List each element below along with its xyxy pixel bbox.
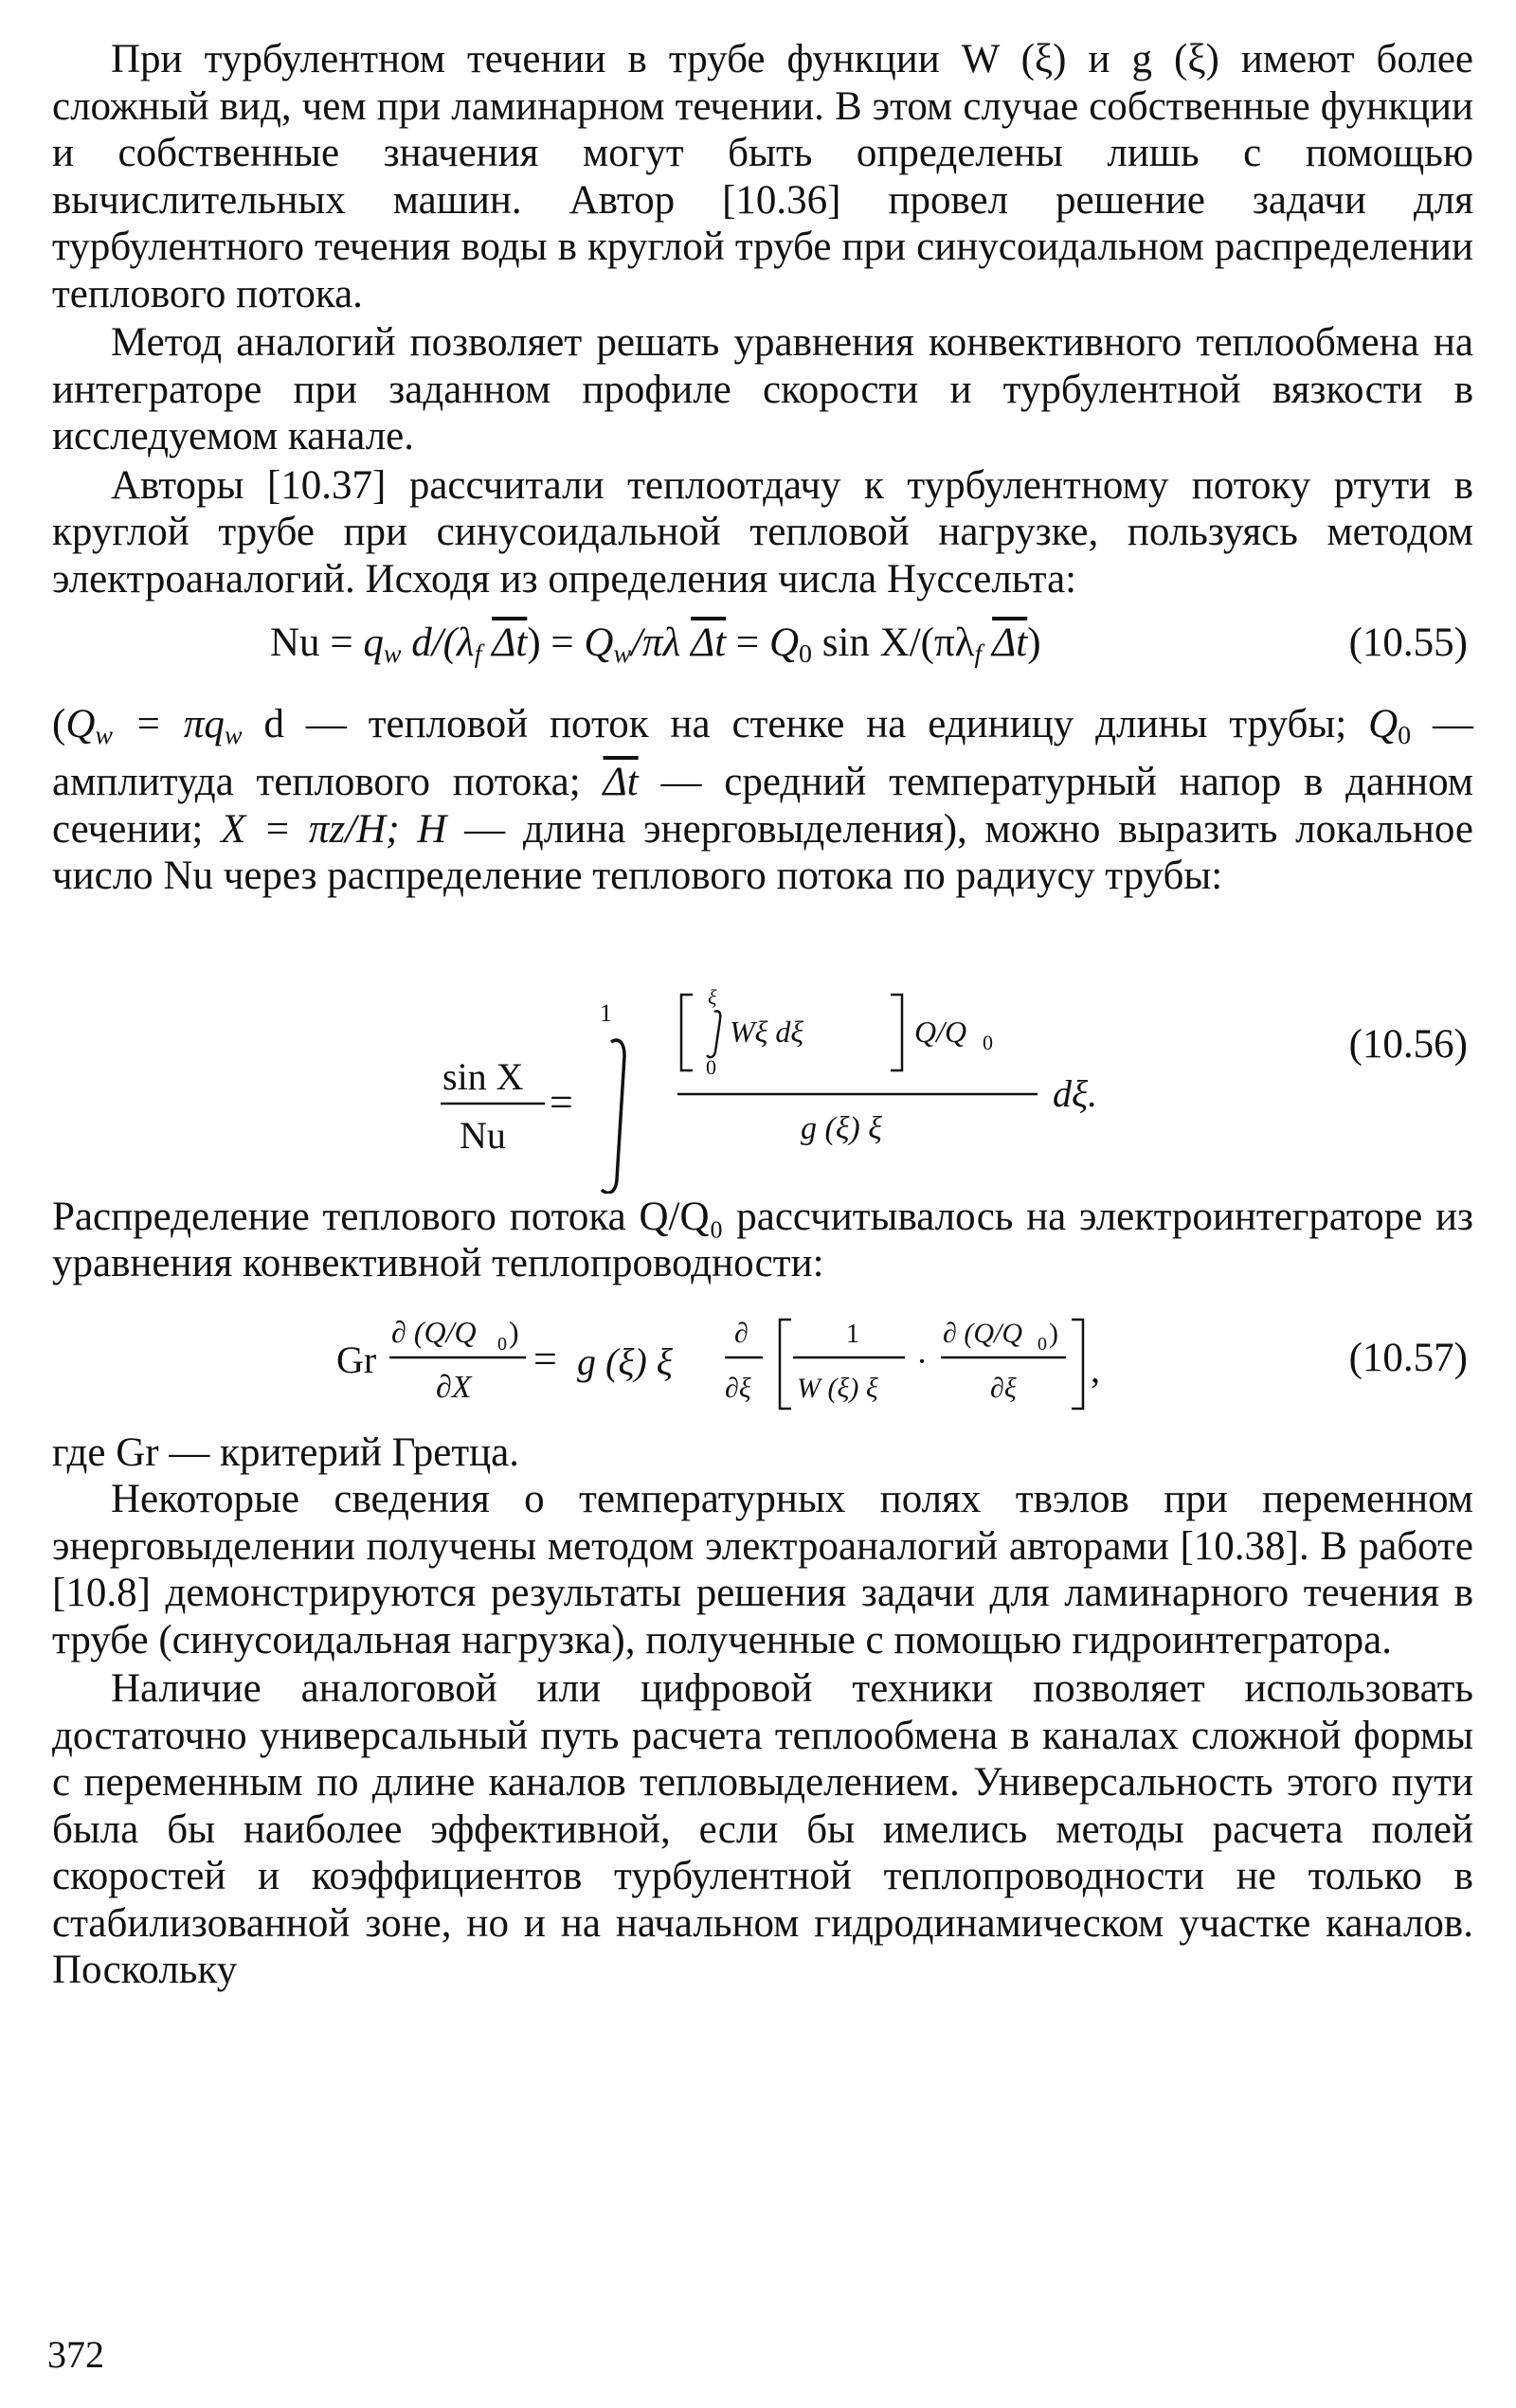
eq56-inner-integral-icon — [707, 1011, 720, 1057]
eq56-dxi: dξ. — [1053, 1071, 1098, 1115]
eq56-upper-limit: 1 — [600, 998, 612, 1027]
eq57-comma: , — [1091, 1347, 1100, 1391]
eq56-integrand: Wξ dξ — [730, 1014, 804, 1049]
eq57-equals: = — [533, 1335, 557, 1382]
eq56-inner-upper: ξ — [708, 984, 717, 1009]
eq57-wxi: W (ξ) ξ — [797, 1372, 878, 1404]
equation-10-55 — [52, 602, 1473, 701]
eq56-equals: = — [550, 1078, 573, 1125]
eq57-num1-close: ) — [509, 1314, 519, 1349]
eq56-inner-lower: 0 — [706, 1054, 716, 1079]
paragraph-5: Распределение теплового потока Q/Q₀ рассчитывалось на электроинтеграторе из уравнения конвективной теплопроводности: — [52, 1194, 1473, 1286]
paragraph-1: При турбулентном течении в трубе функции W (ξ) и g (ξ) имеют более сложный вид, чем при ламинарном течении. В этом случае собственные функции и собственные значения могут быть определены лишь с помощью вычислительных машин. Автор [10.36] провел решение задачи для турбулентного течения воды в круглой трубе при синусоидальном распределении теплового потока. — [52, 37, 1473, 316]
eq56-ratio: Q/Q — [914, 1014, 967, 1049]
eq57-gr: Gr — [336, 1338, 377, 1381]
equation-number: (10.55) — [1348, 620, 1468, 665]
paragraph-3: Авторы [10.37] рассчитали теплоотдачу к турбулентному потоку ртути в круглой трубе при синусоидальной тепловой нагрузке, пользуясь методом электроаналогий. Исходя из определения числа Нуссельта: — [52, 462, 1473, 602]
paragraph-2: Метод аналогий позволяет решать уравнения конвективного теплообмена на интеграторе при заданном профиле скорости и турбулентной вязкости в исследуемом канале. — [52, 320, 1473, 458]
equation-number: (10.57) — [1348, 1335, 1468, 1380]
eq57-num1-sub: 0 — [497, 1333, 507, 1355]
eq57-num1: ∂ (Q/Q — [391, 1314, 477, 1349]
equation-10-55-body: $Nu = q_w$ $d/(\lambda_f$ $\overline{\Delta t}) = Q_w/\pi\lambda$ $\overline{\Delta t} = Q_0$ $\sin X/(\pi\lambda_f$ $\overline{\Delta t}$) — [270, 620, 1041, 669]
paragraph-7: Некоторые сведения о температурных полях твэлов при переменном энерговыделении получены методом электроаналогий авторами [10.38]. В работе [10.8] демонстрируются результаты решения задачи для ламинарного течения в трубе (синусоидальная нагрузка), полученные с помощью гидроинтегратора. — [52, 1477, 1473, 1662]
equation-10-56-svg — [52, 900, 1473, 1194]
equation-10-57 — [52, 1287, 1473, 1429]
eq56-right-bracket — [891, 995, 902, 1070]
paragraph-6: где Gr — критерий Гретца. — [52, 1429, 520, 1475]
eq57-den1: ∂X — [436, 1369, 472, 1405]
eq56-denominator: g (ξ) ξ — [801, 1110, 882, 1146]
eq56-left-bracket — [681, 995, 693, 1070]
equation-10-56 — [52, 900, 1473, 1194]
eq57-dxi: ∂ξ — [725, 1372, 751, 1404]
eq57-one: 1 — [846, 1319, 859, 1349]
page-body — [52, 36, 1473, 1994]
equation-10-57-svg — [52, 1287, 1473, 1429]
eq57-d: ∂ — [734, 1317, 749, 1349]
eq57-dxi2: ∂ξ — [990, 1372, 1017, 1404]
eq57-g: g (ξ) ξ — [577, 1339, 673, 1383]
paragraph-8: Наличие аналоговой или цифровой техники позволяет использовать достаточно универсальный путь расчета теплообмена в каналах сложной формы с переменным по длине каналов тепловыделением. Универсальность этого пути была бы наиболее эффективной, если бы имелись методы расчета полей скоростей и коэффициентов турбулентной теплопроводности не только в стабилизованной зоне, но и на начальном гидродинамическом участке каналов. Поскольку — [52, 1666, 1473, 1993]
eq56-integral-icon — [602, 1040, 624, 1193]
eq57-num2: ∂ (Q/Q — [943, 1317, 1022, 1349]
equation-number: (10.56) — [1348, 1021, 1468, 1067]
page-number: 372 — [47, 2333, 104, 2376]
eq57-dot: · — [916, 1341, 928, 1380]
eq57-left-bracket — [780, 1320, 791, 1409]
eq57-right-bracket — [1072, 1320, 1083, 1409]
eq56-sinx: sin X — [442, 1054, 524, 1098]
eq57-num2-sub: 0 — [1038, 1333, 1047, 1355]
paragraph-4: ($Q_w = \pi q_w$ d — тепловой поток на стенке на единицу длины трубы; $Q_0$ — амплитуда теплового потока; $\overline{\Delta t}$ — средний температурный напор в данном сечении; X = πz/H; H — длина энерговыделения), можно выразить локальное число Nu через распределение теплового потока по радиусу трубы: — [52, 702, 1474, 899]
eq57-num2-close: ) — [1049, 1317, 1058, 1349]
eq56-ratio-sub: 0 — [983, 1030, 993, 1054]
eq56-nu: Nu — [460, 1113, 506, 1157]
